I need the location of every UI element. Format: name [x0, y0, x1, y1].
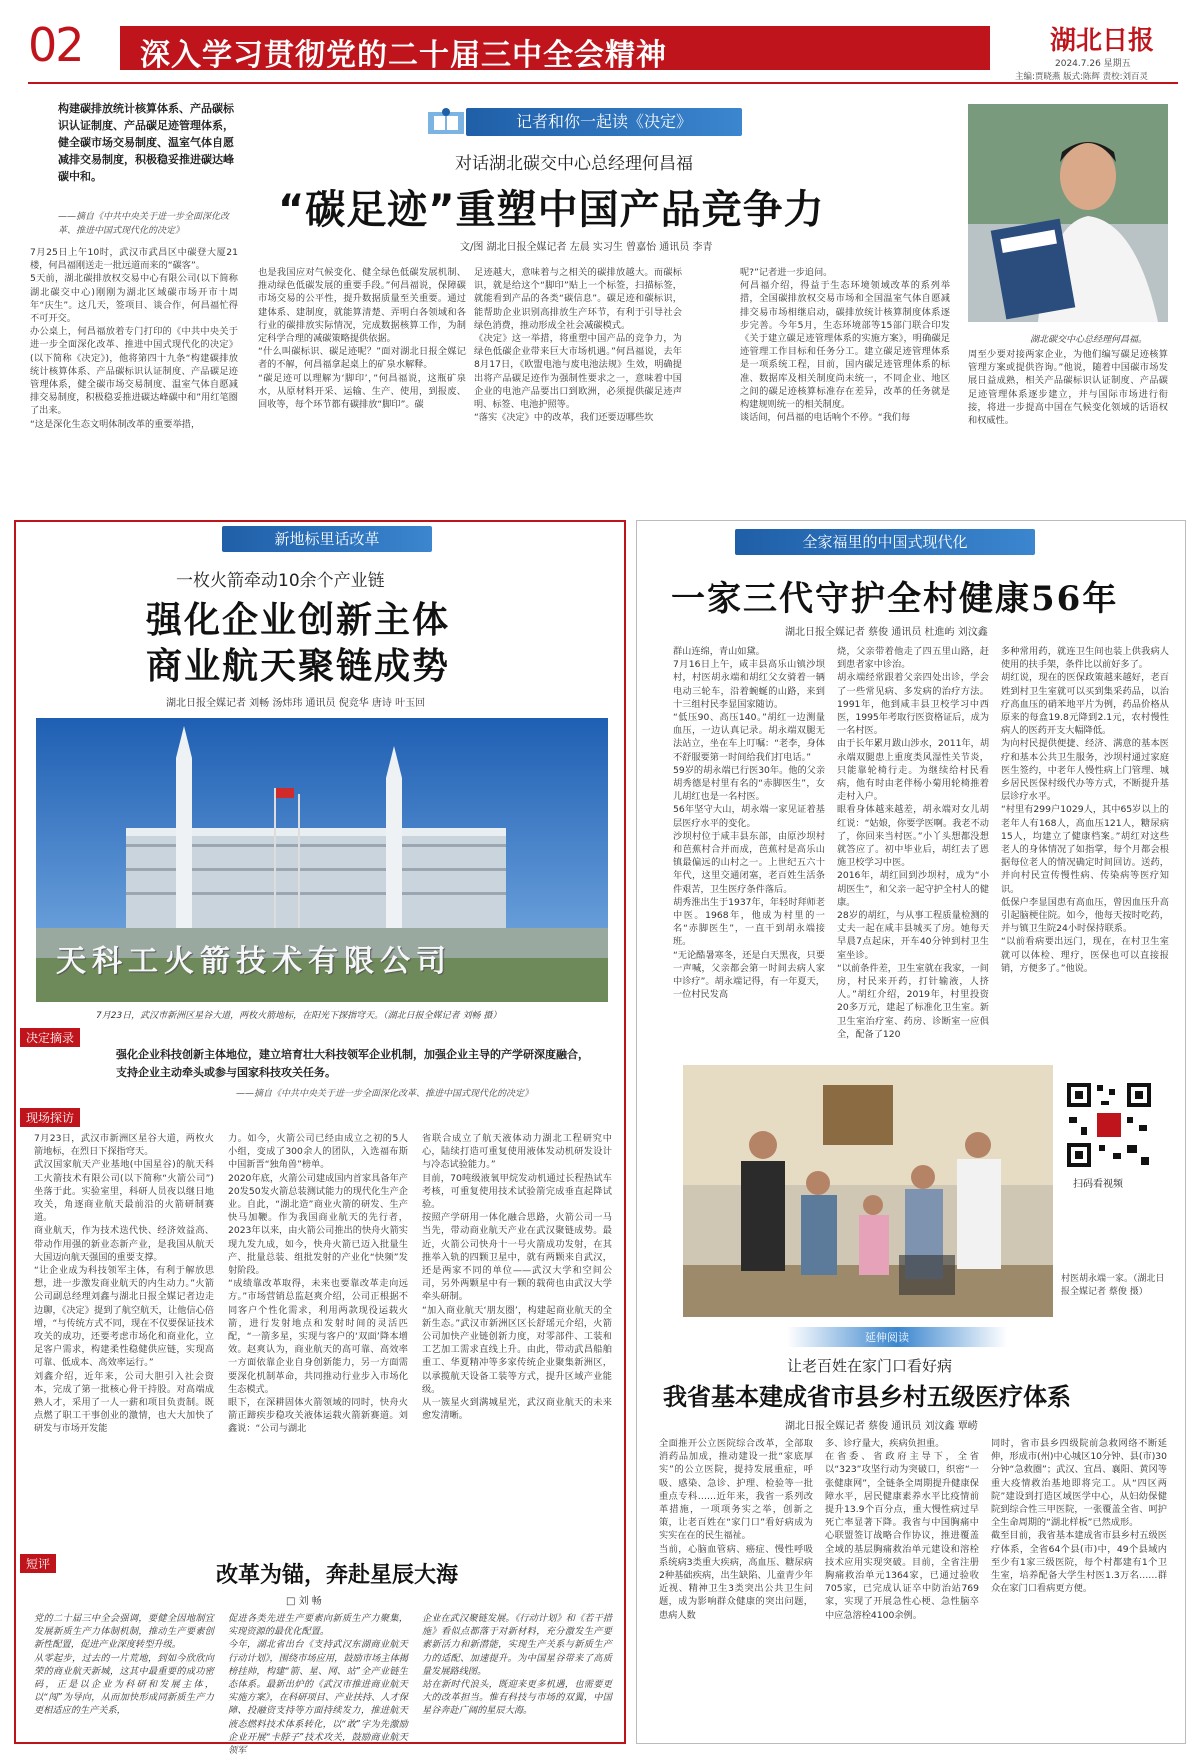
sub-title: 我省基本建成省市县乡村五级医疗体系 — [663, 1382, 1071, 1411]
right-column-3: 多种常用药，就连卫生间也装上供我病人使用的扶手架，条件比以前好多了。 胡红说，现在的医保政策越来越好，老百姓到村卫生室就可以买到集采药品，以治疗高血压的硝苯地平片为例，药品价格从原来的每盒19.8元降到2.1元，农村慢性病人的医药开支大幅降低。 为向村民提供便捷、经济、满意的基本医疗和基本公共卫生服务，沙坝村通过家庭医生签约，中老年人慢性病上门管理、城乡居民医保村级代办等方式，不断提升基层诊疗水平。 “村里有299户1029人，其中65岁以上的老年人有168人，高血压121人，糖尿病15人，均建立了健康档案。”胡红对这些老人的身体情况了如指掌，每个月都会根据每位老人的情况确定时间回访。送药，并向村民宣传慢性病、传染病等医疗知识。 低保户李显国患有高血压，曾因血压升高引起脑梗住院。如今，他每天按时吃药，并与镇卫生院24小时保持联系。 “以前看病要出远门，现在，在村卫生室就可以体检、理疗，医保也可以直接报销，方便多了。”他说。 — [1001, 646, 1169, 974]
article-subtitle: 对话湖北碳交中心总经理何昌福 — [455, 154, 693, 174]
issue-date: 2024.7.26 星期五 — [1055, 59, 1131, 69]
comment-author: □ 刘 畅 — [286, 1596, 322, 1607]
label-short-comment: 短评 — [20, 1554, 56, 1573]
sub-column-2: 多、诊疗量大，疾病负担重。 在省委、省政府主导下，全省以“323”攻坚行动为突破口，织密“一张健康网”，全链条全周期提升健康保障水平，居民健康素养水平比疫情前提升13.9个百分点，重大慢性病过早死亡率显著下降。我省与中国胸痛中心联盟签订战略合作协议，推进覆盖全域的基层胸痛救治单元建设和溶栓技术应用实现突破。目前，全省注册胸痛救治单元1364家，已通过验收705家，已完成认证卒中防治站769家，实现了开展急性心梗、急性脑卒中应急溶栓4100余例。 — [825, 1438, 979, 1621]
family-photo — [683, 1065, 1053, 1317]
rocket-photo-caption: 7月23日，武汉市新洲区星谷大道，两枚火箭地标，在阳光下探指穹天。（湖北日报全媒记者 刘畅 摄） — [96, 1011, 502, 1021]
right-column-1: 群山连绵，青山如黛。 7月16日上午，咸丰县高乐山镇沙坝村，村医胡永端和胡红父女骑着一辆电动三轮车，沿着蜿蜒的山路，来到十三组村民李显国家随访。 “低压90、高压140。”胡红一边测量血压，一边认真记录。胡永端双腿无法站立，坐在车上叮嘱：“老李，身体不舒服要第一时间给我们打电话。” 59岁的胡永端已行医30年。他的父亲胡秀德是村里有名的“赤脚医生”，女儿胡红也是一名村医。 56年坚守大山，胡永端一家见证着基层医疗水平的变化。 沙坝村位于咸丰县东部，由原沙坝村和芭蕉村合并而成，芭蕉村是高乐山镇最偏远的山村之一。上世纪五六十年代，这里交通闭塞，老百姓生活条件艰苦，卫生医疗条件落后。 胡秀淮出生于1937年，年轻时拜师老中医。1968年，他成为村里的一名“赤脚医生”，一直干到胡永端接班。 “无论酷暑寒冬，还是白天黑夜，只要一声喊，父亲都会第一时间去病人家中诊疗”。胡永端记得，有一年夏天，一位村民发高 — [673, 646, 826, 1001]
section-tag-family-photo: 全家福里的中国式现代化 — [735, 529, 1035, 555]
top-column-5: 周至少要对接两家企业，为他们编写碳足迹核算管理方案或提供咨询。”他说，随着中国碳市场发展日益成熟，相关产品碳标识认证制度、产品碳足迹管理体系逐步建立，并与国际市场进行衔接，将进一步提高中国在气候变化领域的话语权和权威性。 — [968, 349, 1168, 427]
sub-tag: 延伸阅读 — [865, 1331, 909, 1344]
portrait-caption: 湖北碳交中心总经理何昌福。 — [1030, 335, 1148, 345]
top-column-4: 呢?”记者进一步追问。 何昌福介绍，得益于生态环境领域改革的系列举措，全国碳排放权交易市场和全国温室气体自愿减排交易市场相继启动，碳排放统计核算制度体系逐步完善。今年5月，生态环境部等15部门联合印发《关于建立碳足迹管理体系的实施方案》，明确碳足迹管理工作目标和任务分工。建立碳足迹管理体系是一项系统工程，目前，国内碳足迹管理体系的标准、数据库及相关制度尚未统一，不同企业、地区之间的碳足迹核算标准存在差异，改革的任务就是构建规则统一的相关制度。 谈话间，何昌福的电话响个不停。“我们每 — [740, 267, 950, 424]
comment-column-3: 企业在武汉聚链发展。《行动计划》和《若干措施》看似点都落于对新材料，充分激发生产要素新活力和新潜能，实现生产关系与新质生产力的适配、加速提升。为中国星谷带来了高质量发展路线图。 站在新时代浪头，既迎来更多机遇，也需要更大的改革担当。惟有科技与市场的双翼，中国星谷奔赴广阔的星辰大海。 — [422, 1613, 612, 1717]
section-tag-new-landmark: 新地标里话改革 — [222, 526, 432, 552]
decision-quote-source: ——摘自《中共中央关于进一步全面深化改革、推进中国式现代化的决定》 — [58, 212, 230, 236]
family-photo-caption: 村医胡永端一家。（湖北日报全媒记者 蔡俊 摄） — [1061, 1274, 1165, 1297]
comment-column-2: 促进各类先进生产要素向新质生产力聚集，实现资源的最优化配置。 今年，湖北省出台《支持武汉东湖商业航天行动计划》，围绕市场应用，鼓励市场主体揭榜挂帅，构建“箭、星、网、站”全产业链生态体系。最新出炉的《武汉市推进商业航天实施方案》，在科研项目、产业扶持、人才保障、投融资支持等方面持续发力，推进航天液态燃料技术体系转化，以“敢”字为先激励企业开展“卡脖子”技术攻关，鼓励商业航天领军 — [228, 1613, 408, 1757]
sub-byline: 湖北日报全媒记者 蔡俊 通讯员 刘汶鑫 覃崂 — [785, 1421, 978, 1432]
top-column-2: 也是我国应对气候变化、健全绿色低碳发展机制、推动绿色低碳发展的重要手段。”何昌福说，保障碳市场交易的公平性，提升数据质量至关重要。通过建体系、建制度，就能算清楚、弄明白各领域和各行业的碳排放实际情况，完成数据核算工作，为制定科学合理的减碳策略提供依据。 “什么叫碳标识、碳足迹呢？”面对湖北日报全媒记者的不解，何昌福拿起桌上的矿泉水解释。 “碳足迹可以理解为‘脚印’，”何昌福说，这瓶矿泉水，从原材料开采、运输、生产、使用，到报废、回收等，每个环节都有碳排放“脚印”。碳 — [258, 267, 466, 411]
left-kicker: 一枚火箭牵动10余个产业链 — [176, 571, 385, 591]
top-column-1: 7月25日上午10时，武汉市武昌区中碳登大厦21楼，何昌福刚送走一批远道而来的“碳客”。 5天前，湖北碳排放权交易中心有限公司(以下简称湖北碳交中心)刚刚为湖北区域碳市场开市十周年“庆生”。这几天，签项目、谈合作，何昌福忙得不可开交。 办公桌上，何昌福放着专门打印的《中共中央关于进一步全面深化改革、推进中国式现代化的决定》(以下简称《决定》)，他将第四十九条“构建碳排放统计核算体系、产品碳标识认证制度、产品碳足迹管理体系，健全碳市场交易制度、温室气体自愿减排交易制度，积极稳妥推进碳达峰碳中和”用红笔圈了出来。 “这是深化生态文明体制改革的重要举措， — [30, 247, 238, 430]
left-column-1: 7月23日，武汉市新洲区星谷大道，两枚火箭地标，在烈日下探指穹天。 武汉国家航天产业基地(中国星谷)的航天科工火箭技术有限公司(以下简称“火箭公司”)坐落于此。实验室里，科研人员夜以继日地攻关，角逐商业航天最前沿的火箭研制赛道。 商业航天，作为技术迭代快、经济效益高、带动作用强的新业态新产业，是我国从航天大国迈向航天强国的重要支撑。 “让企业成为科技领军主体，有利于解放思想，进一步激发商业航天的内生动力。”火箭公司副总经理刘鑫与湖北日报全媒记者边走边聊，《决定》提到了航空航天，让他信心倍增，“与传统方式不同，现在不仅要保证技术攻关的成功，还要考虑市场化和商业化，立足客户需求，构建柔性稳健供应链，实现高可靠、低成本、高效率运行。” 刘鑫介绍，近年来，公司大胆引入社会资本，完成了第一批核心骨干持股。对高端成熟人才，采用了一人一薪和项目负责制。既点燃了职工干事创业的激情，也大大加快了研发与市场开发能 — [34, 1133, 214, 1435]
right-article — [636, 520, 1186, 1744]
label-decision-excerpt: 决定摘录 — [20, 1028, 80, 1047]
company-sign-text: 天科工火箭技术有限公司 — [56, 944, 452, 979]
left-title-line-2: 商业航天聚链成势 — [146, 645, 451, 687]
comment-title: 改革为锚，奔赴星辰大海 — [216, 1562, 459, 1588]
sub-kicker: 让老百姓在家门口看好病 — [787, 1357, 953, 1375]
decision-excerpt-source: ——摘自《中共中央关于进一步全面深化改革、推进中国式现代化的决定》 — [236, 1089, 534, 1099]
qr-code[interactable] — [1065, 1081, 1153, 1169]
rocket-landmark-photo — [36, 718, 608, 1002]
banner-title: 深入学习贯彻党的二十届三中全会精神 — [140, 38, 667, 73]
page-header — [0, 0, 1200, 86]
left-byline: 湖北日报全媒记者 刘畅 汤炜玮 通讯员 倪竞华 唐诗 叶玉回 — [166, 698, 426, 709]
decision-quote: 构建碳排放统计核算体系、产品碳标识认证制度、产品碳足迹管理体系，健全碳市场交易制度、温室气体自愿减排交易制度，积极稳妥推进碳达峰碳中和。 — [58, 102, 234, 183]
left-article-box — [14, 520, 626, 1757]
label-site-visit: 现场探访 — [20, 1108, 80, 1127]
sub-column-1: 全面推开公立医院综合改革，全部取消药品加成，推动建设一批“家底厚实”的公立医院，提持发展重症，呼吸、感染、急诊、护理、检验等一批重点专科……近年来，我省一系列改革措施，一项项务实之举，创新之策，让老百姓在“家门口”看好病成为实实在在的民生福祉。 当前，心脑血管病、癌症、慢性呼吸系统病3类重大疾病，高血压、糖尿病2种基础疾病，出生缺陷、儿童青少年近视、精神卫生3类突出公共卫生问题，成为影响群众健康的突出问题，患病人数 — [659, 1438, 813, 1621]
qr-label: 扫码看视频 — [1073, 1179, 1123, 1190]
sub-column-3: 同时，省市县乡四级院前急救网络不断延伸，形成市(州)中心城区10分钟、县(市)30分钟“急救圈”；武汉、宜昌、襄阳、黄冈等重大疫情救治基地即将完工。从“四区两院”建设到打造区域医学中心，从妇幼保健院到综合性三甲医院，一张覆盖全省、呵护全生命周期的“湖北样板”已然成形。 截至目前，我省基本建成省市县乡村五级医疗体系，全省64个县(市)中，49个县域内至少有1家三级医院，每个村都建有1个卫生室，培养配备大学生村医1.3万名……群众在家门口看病更方便。 — [991, 1438, 1167, 1595]
book-icon — [426, 108, 466, 136]
comment-column-1: 党的二十届三中全会强调，要健全因地制宜发展新质生产力体制机制，推动生产要素创新性配置，促进产业深度转型升级。 从零起步，过去的一片荒地，到如今欣欣向荣的商业航天新城，这其中最重要的成功密码，正是以企业为科研和发展主体，以“闯”为导向，从而加快形成同新质生产力更相适应的生产关系， — [34, 1613, 214, 1717]
page-number: 02 — [28, 18, 83, 72]
left-column-3: 省联合成立了航天液体动力湖北工程研究中心，陆续打造可重复使用液体发动机研发设计与冷态试验能力。” 目前，70吨级液氧甲烷发动机通过长程热试车考核，可重复使用技术试验箭完成垂直起降试验。 按照产学研用一体化融合思路，火箭公司一马当先，带动商业航天产业在武汉聚链成势。最近，火箭公司快舟十一号火箭成功发射，在其推举入轨的四颗卫星中，就有两颗来自武汉，还是两家不同的单位——武汉大学和空间公司，另外两颗星中有一颗的载荷也由武汉大学牵头研制。 “加入商业航天‘朋友圈’，构建起商业航天的全新生态。”武汉市新洲区区长舒瑶元介绍，火箭公司加快产业链创新力度，对零部件、工装和工艺加工需求直线上升。由此，带动武昌船舶重工、华夏精冲等多家传统企业聚集新洲区，以承揽航天设备工装等方式，提升区域产业能级。 从一簇星火到满城星光，武汉商业航天的未来愈发清晰。 — [422, 1133, 612, 1422]
section-tag-read-decision: 记者和你一起读《决定》 — [466, 108, 742, 136]
portrait-photo — [968, 104, 1168, 322]
editor-credits: 主编:贾晓燕 版式:陈辉 责校:刘百灵 — [1015, 72, 1148, 82]
article-byline: 文/图 湖北日报全媒记者 左晨 实习生 曾嘉怡 通讯员 李青 — [460, 242, 713, 253]
right-column-2: 烧，父亲带着他走了四五里山路，赶到患者家中诊治。 胡永端经常跟着父亲四处出诊，学会了一些常见病、多发病的治疗方法。1991年，他到咸丰县卫校学习中西医，1995年考取行医资格证后，成为一名村医。 由于长年累月跋山涉水，2011年，胡永端双腿患上重度类风湿性关节炎，只能靠轮椅行走。为继续给村民看病，他有时由老伴杨小菊用轮椅推着走村入户。 眼看身体越来越差，胡永端对女儿胡红说：“姑娘，你要学医啊。我老不动了，你回来当村医。”小丫头想都没想就答应了。初中毕业后，胡红去了恩施卫校学习中医。 2016年，胡红回到沙坝村，成为“小胡医生”，和父亲一起守护全村人的健康。 28岁的胡红，与从事工程质量检测的丈夫一起在咸丰县城买了房。她每天早晨7点起床，开车40分钟到村卫生室坐诊。 “以前条件差，卫生室就在我家，一间房，村民来开药，打针输液，人挤人。”胡红介绍，2019年，村里投资20多万元，建起了标准化卫生室。新卫生室治疗室、药房、诊断室一应俱全，配备了120 — [837, 646, 990, 1040]
right-title: 一家三代守护全村健康56年 — [671, 579, 1119, 619]
paper-name: 湖北日报 — [1050, 26, 1155, 56]
top-article — [0, 86, 1200, 510]
right-byline: 湖北日报全媒记者 蔡俊 通讯员 杜進屿 刘汶鑫 — [785, 627, 988, 638]
top-column-3: 足迹越大，意味着与之相关的碳排放越大。而碳标识，就是给这个“脚印”贴上一个标签，扫描标签，就能看到产品的各类“碳信息”。碳足迹和碳标识，能帮助企业识别高排放生产环节，有利于引导社会绿色消费，推动形成全社会减碳模式。 《决定》这一举措，将重塑中国产品的竞争力，为绿色低碳企业带来巨大市场机遇。”何昌福说，去年8月17日，《欧盟电池与废电池法规》生效，明确提出将产品碳足迹作为强制性要求之一，意味着中国企业的电池产品要出口到欧洲，必须提供碳足迹声明、标签、电池护照等。 “落实《决定》中的改革，我们还要迈哪些坎 — [474, 267, 682, 424]
decision-excerpt: 强化企业科技创新主体地位，建立培育壮大科技领军企业机制，加强企业主导的产学研深度融合，支持企业主动牵头或参与国家科技攻关任务。 — [116, 1048, 589, 1079]
left-title-line-1: 强化企业创新主体 — [146, 599, 451, 641]
left-column-2: 力。如今，火箭公司已经由成立之初的5人小组，变成了300余人的团队，入选福布斯中国新晋“独角兽”榜单。 2020年底，火箭公司建成国内首家具备年产20发50发火箭总装测试能力的现代化生产企业。自此，“湖北造”商业火箭的研发、生产快马加鞭。作为我国商业航天的先行者，2023年以来，由火箭公司推出的快舟火箭实现九发九成，如今，快舟火箭已迈入批量生产、批量总装、组批发射的产业化“快频”发射阶段。 “成绩靠改革取得，未来也要靠改革走向远方。”市场营销总监赵爽介绍，公司正根据不同客户个性化需求，利用两款现役运载火箭，进行发射地点和发射时间的灵活匹配，“一箭多星，实现与客户的‘双面’降本增效。赵爽认为，商业航天的高可靠、高效率一方面依靠企业自身创新能力，另一方面需要深化机制革命，共同推动行业步入市场化生态模式。 眼下，在深耕固体火箭领域的同时，快舟火箭正蹄疾步稳攻关液体运载火箭新赛道。刘鑫说：“公司与湖北 — [228, 1133, 408, 1435]
header-rule — [28, 82, 1178, 84]
article-title: “碳足迹”重塑中国产品竞争力 — [278, 187, 825, 233]
